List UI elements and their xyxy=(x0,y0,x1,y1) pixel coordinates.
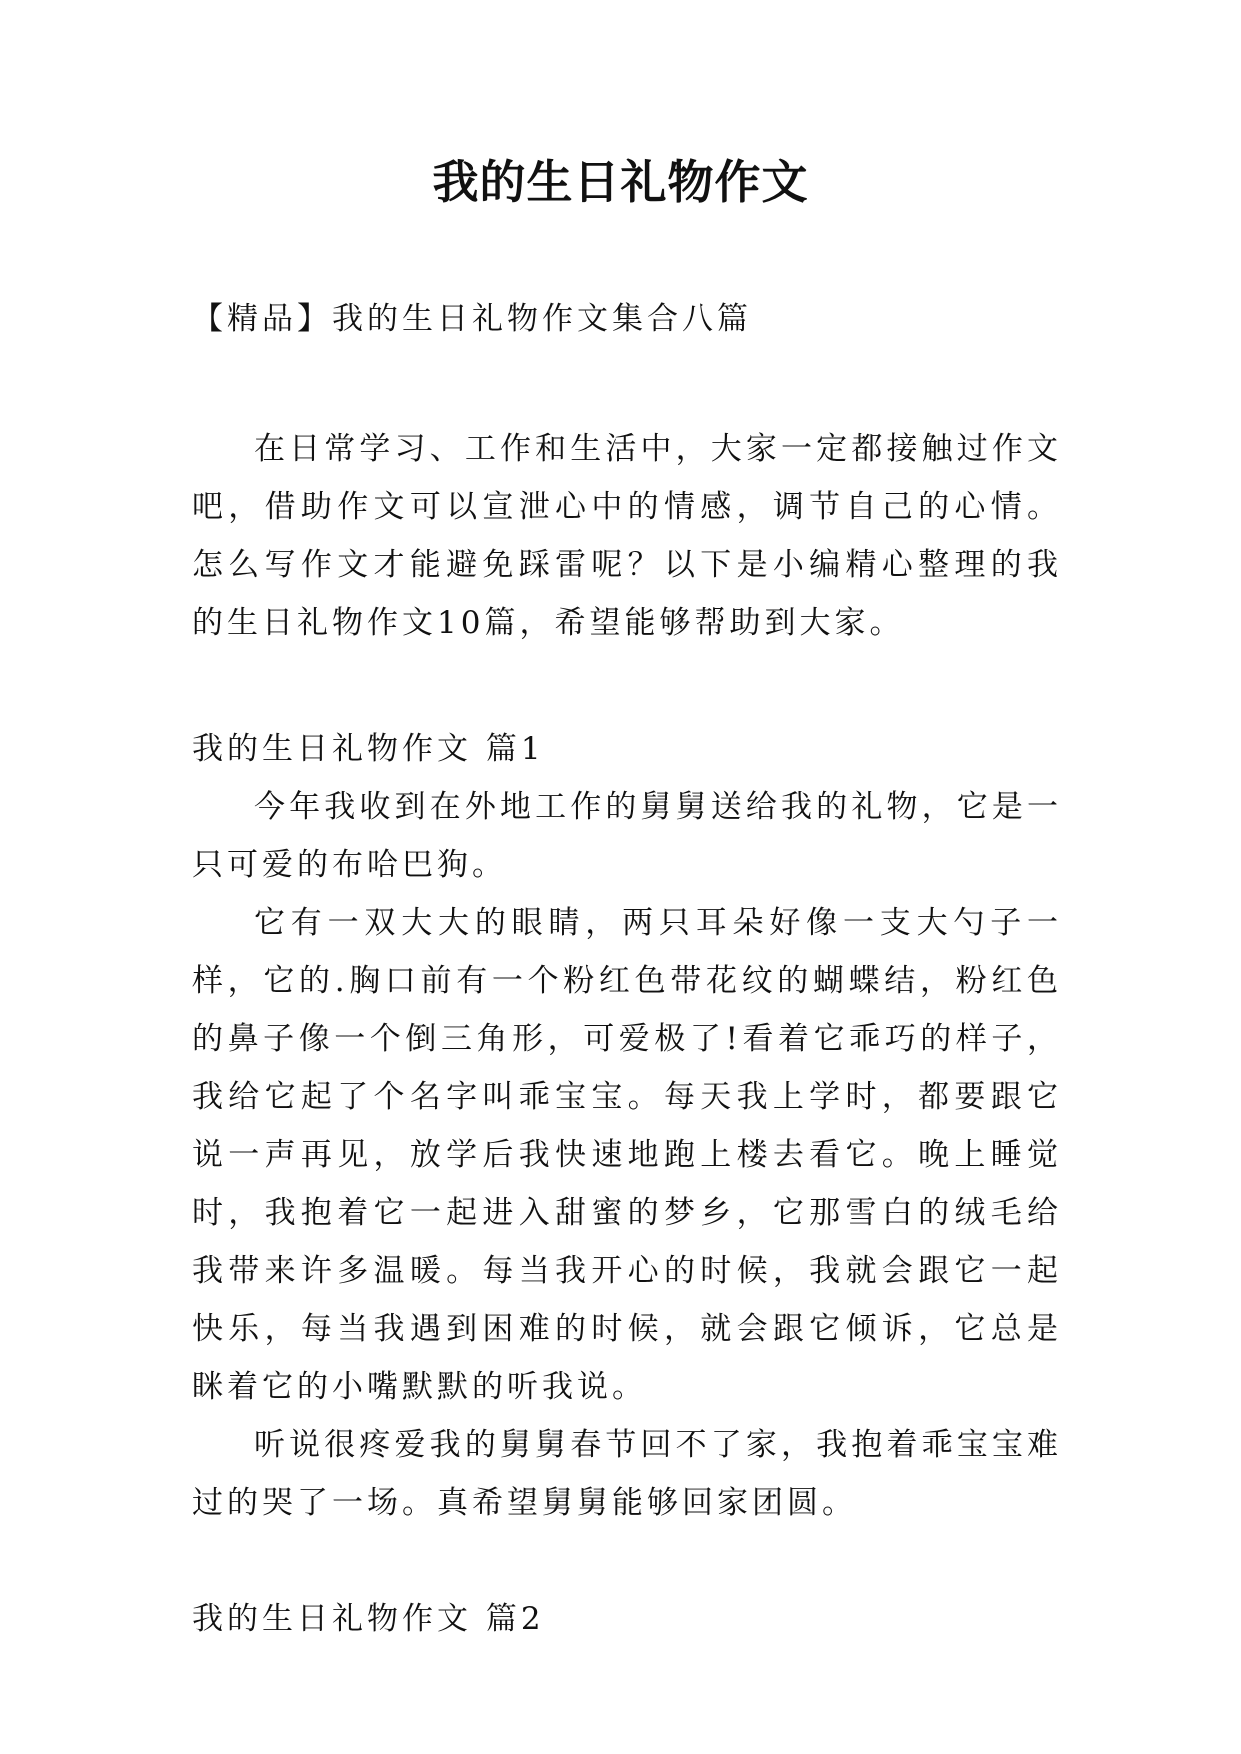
document-title: 我的生日礼物作文 xyxy=(432,155,809,209)
section-1-paragraph-1: 今年我收到在外地工作的舅舅送给我的礼物，它是一只可爱的布哈巴狗。 xyxy=(192,789,1062,883)
section-2-heading: 我的生日礼物作文 篇2 xyxy=(192,1601,545,1637)
section-1-paragraph-3: 听说很疼爱我的舅舅春节回不了家，我抱着乖宝宝难过的哭了一场。真希望舅舅能够回家团圆。 xyxy=(192,1427,1062,1521)
intro-paragraph: 在日常学习、工作和生活中，大家一定都接触过作文吧，借助作文可以宣泄心中的情感，调节自己的心情。怎么写作文才能避免踩雷呢？以下是小编精心整理的我的生日礼物作文10篇，希望能够帮助到大家。 xyxy=(192,431,1062,641)
section-1-paragraph-2: 它有一双大大的眼睛，两只耳朵好像一支大勺子一样，它的.胸口前有一个粉红色带花纹的蝴蝶结，粉红色的鼻子像一个倒三角形，可爱极了!看着它乖巧的样子，我给它起了个名字叫乖宝宝。每天我上学时，都要跟它说一声再见，放学后我快速地跑上楼去看它。晚上睡觉时，我抱着它一起进入甜蜜的梦乡，它那雪白的绒毛给我带来许多温暖。每当我开心的时候，我就会跟它一起快乐，每当我遇到困难的时候，就会跟它倾诉，它总是眯着它的小嘴默默的听我说。 xyxy=(192,905,1062,1405)
document-subtitle: 【精品】我的生日礼物作文集合八篇 xyxy=(192,301,752,337)
section-1-heading: 我的生日礼物作文 篇1 xyxy=(192,731,545,767)
document-body xyxy=(192,290,1062,1648)
